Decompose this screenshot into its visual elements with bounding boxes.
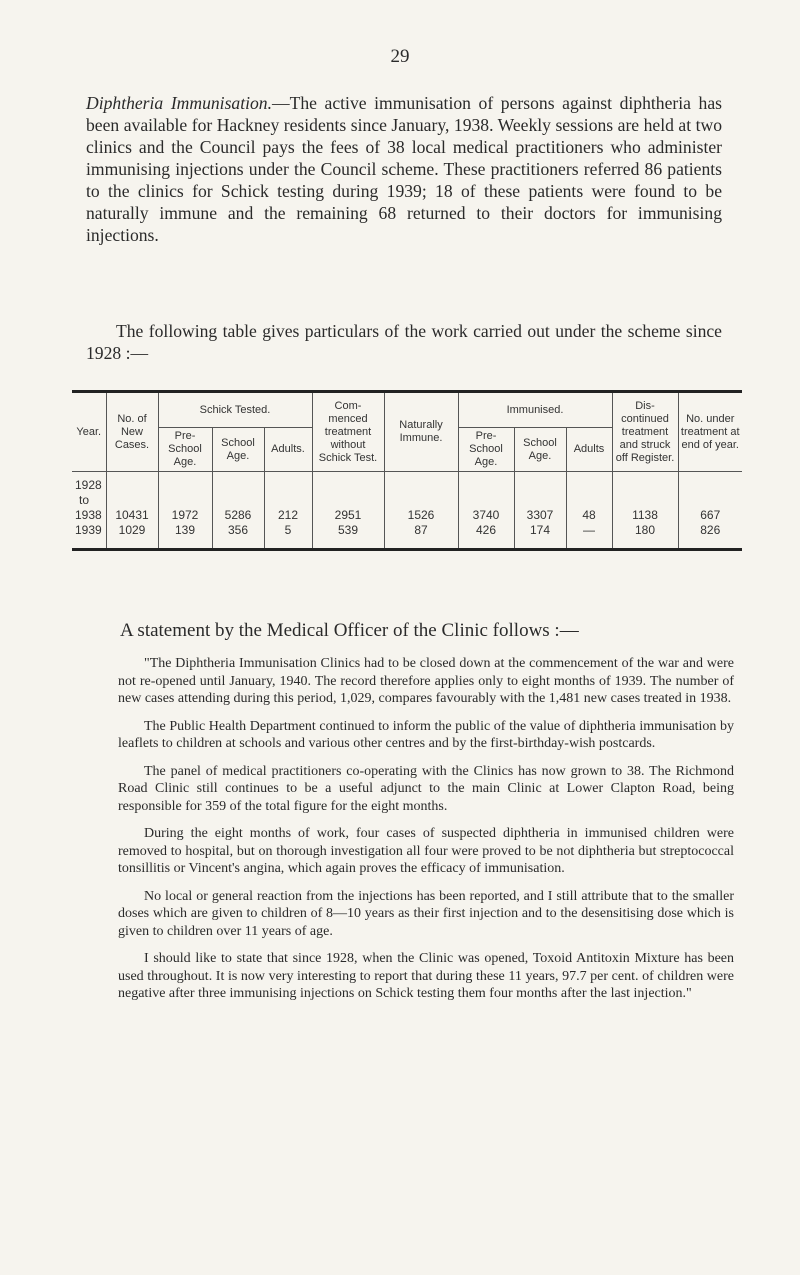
cell-year — [72, 472, 106, 524]
medical-officer-statement — [118, 655, 734, 1013]
header-new-cases: No. of New Cases. — [106, 392, 158, 472]
year-line: 1928 — [75, 478, 102, 492]
cell-under-treatment: 667 — [678, 472, 742, 524]
cell-immunised-pre-school: 3740 — [458, 472, 514, 524]
cell-schick-pre-school: 1972 — [158, 472, 212, 524]
header-commenced-treatment: Com- menced treatment without Schick Test. — [312, 392, 384, 472]
cell-immunised-pre-school: 426 — [458, 523, 514, 550]
header-schick-adults: Adults. — [264, 428, 312, 472]
section-heading: Diphtheria Immunisation. — [86, 93, 272, 113]
cell-new-cases: 10431 — [106, 472, 158, 524]
cell-schick-school-age: 5286 — [212, 472, 264, 524]
immunisation-statistics-table — [72, 390, 742, 551]
cell-new-cases: 1029 — [106, 523, 158, 550]
cell-naturally-immune: 87 — [384, 523, 458, 550]
year-line: 1938 — [75, 508, 102, 522]
cell-year — [72, 523, 106, 550]
header-under-treatment: No. under treatment at end of year. — [678, 392, 742, 472]
header-year: Year. — [72, 392, 106, 472]
header-immunised-pre-school: Pre- School Age. — [458, 428, 514, 472]
cell-discontinued: 1138 — [612, 472, 678, 524]
year-line: 1939 — [75, 523, 102, 537]
cell-naturally-immune: 1526 — [384, 472, 458, 524]
statement-paragraph: During the eight months of work, four cases of suspected diphtheria in immunised children were removed to hospital, but on thorough investigation all four were proved to be not diphtheria but streptococcal tonsillitis or Vincent's angina, which again proves the efficacy of immunisation. — [118, 826, 734, 876]
cell-under-treatment: 826 — [678, 523, 742, 550]
table-row — [72, 472, 742, 524]
cell-immunised-school-age: 3307 — [514, 472, 566, 524]
cell-schick-school-age: 356 — [212, 523, 264, 550]
cell-commenced: 2951 — [312, 472, 384, 524]
cell-schick-adults: 5 — [264, 523, 312, 550]
cell-discontinued: 180 — [612, 523, 678, 550]
cell-commenced: 539 — [312, 523, 384, 550]
statement-paragraph: The Public Health Department continued to inform the public of the value of diphtheria immunisation by leaflets to children at schools and various other centres and by the first-birthday-wish postcards. — [118, 718, 734, 751]
header-schick-pre-school: Pre- School Age. — [158, 428, 212, 472]
intro-paragraph — [86, 92, 722, 246]
header-schick-school-age: School Age. — [212, 428, 264, 472]
table-row — [72, 523, 742, 550]
header-naturally-immune: Naturally Immune. — [384, 392, 458, 472]
statement-paragraph: The panel of medical practitioners co-operating with the Clinics has now grown to 38. The Richmond Road Clinic still continues to be a useful adjunct to the main Clinic at Lower Clapton Road, being responsible for 359 of the total figure for the eight months. — [118, 763, 734, 814]
year-line: to — [79, 493, 90, 507]
header-immunised: Immunised. — [458, 392, 612, 428]
cell-immunised-adults: — — [566, 523, 612, 550]
cell-immunised-adults: 48 — [566, 472, 612, 524]
table-lead-text: The following table gives particulars of the work carried out under the scheme since 1928 :— — [86, 321, 722, 363]
statement-paragraph: No local or general reaction from the injections has been reported, and I still attribute that to the smaller doses which are given to children of 8—10 years as their first injection and to the desensitising dose which is given to children over 11 years of age. — [118, 888, 734, 939]
statement-heading: A statement by the Medical Officer of the Clinic follows :— — [120, 620, 579, 641]
statistics-table-wrapper — [72, 390, 742, 551]
cell-schick-pre-school: 139 — [158, 523, 212, 550]
statement-paragraph: I should like to state that since 1928, when the Clinic was opened, Toxoid Antitoxin Mixture has been used throughout. It is now very interesting to report that during these 11 years, 97.7 per cent. of children were negative after three immunising injections on Schick testing them four months after the last injection." — [118, 951, 734, 1001]
header-immunised-school-age: School Age. — [514, 428, 566, 472]
header-discontinued: Dis- continued treatment and struck off Register. — [612, 392, 678, 472]
cell-immunised-school-age: 174 — [514, 523, 566, 550]
page-number: 29 — [390, 46, 410, 67]
cell-schick-adults: 212 — [264, 472, 312, 524]
statement-paragraph: "The Diphtheria Immunisation Clinics had to be closed down at the commencement of the war and were not re-opened until January, 1940. The record therefore applies only to eight months of 1939. The number of new cases attending during this period, 1,029, compares favourably with the 1,481 new cases treated in 1938. — [118, 656, 734, 706]
intro-body: —The active immunisation of persons against diphtheria has been available for Hackney residents since January, 1938. Weekly sessions are held at two clinics and the Council pays the fees of 38 local medical practitioners who administer immunising injections under the Council scheme. These practitioners referred 86 patients to the clinics for Schick testing during 1939; 18 of these patients were found to be naturally immune and the remaining 68 returned to their doctors for immunising injections. — [86, 93, 723, 245]
header-immunised-adults: Adults — [566, 428, 612, 472]
header-schick-tested: Schick Tested. — [158, 392, 312, 428]
